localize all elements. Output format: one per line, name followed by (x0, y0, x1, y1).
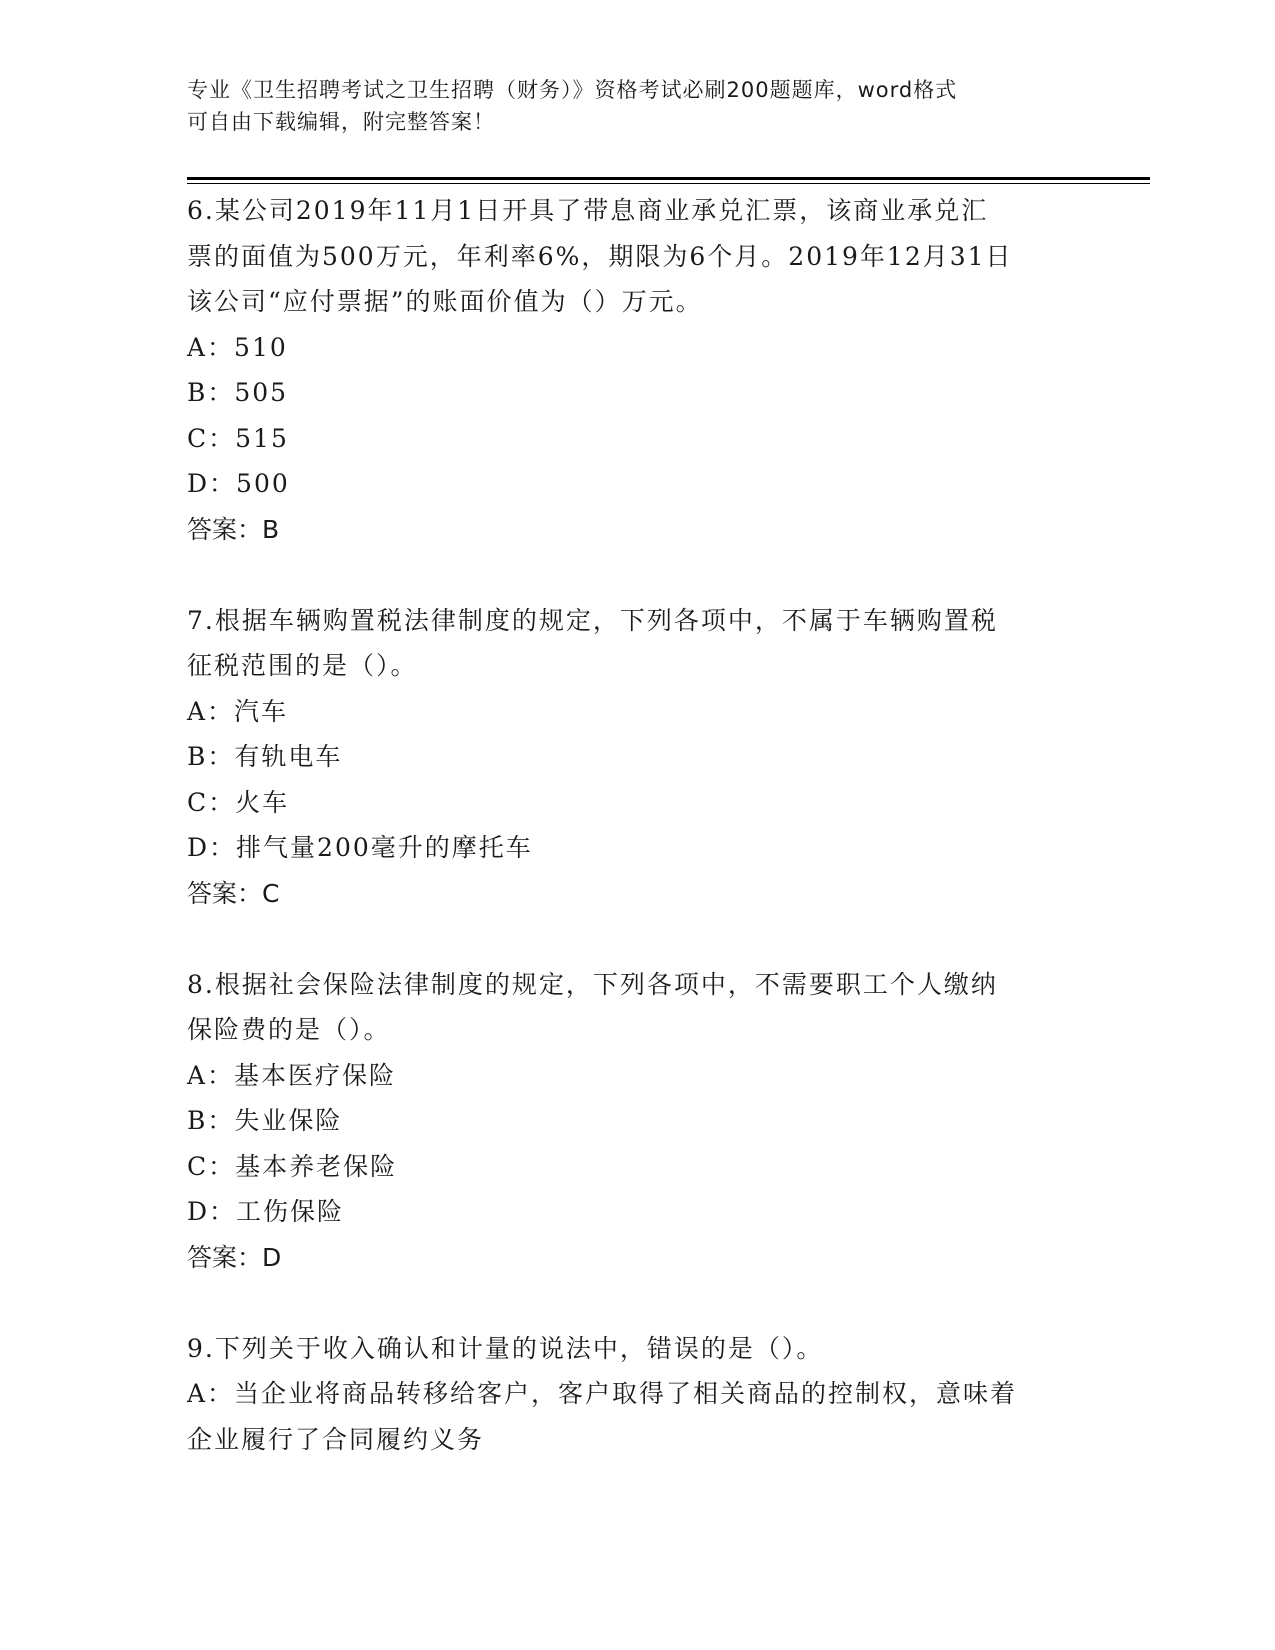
header-divider-thin (187, 183, 1150, 184)
question-text-line: 票的面值为500万元，年利率6%，期限为6个月。2019年12月31日 (187, 241, 1013, 271)
option-d: D：500 (187, 469, 290, 498)
option-c: C：基本养老保险 (187, 1151, 398, 1181)
option-c: C：火车 (187, 787, 290, 817)
answer-line: 答案：D (187, 1242, 282, 1272)
header-divider-thick (187, 177, 1150, 180)
option-c: C：515 (187, 423, 289, 453)
document-header (187, 74, 1067, 138)
question-spacer (187, 552, 1087, 598)
option-a: A：当企业将商品转移给客户，客户取得了相关商品的控制权，意味着 (187, 1379, 1018, 1408)
question-text-line: 6.某公司2019年11月1日开具了带息商业承兑汇票，该商业承兑汇 (187, 196, 989, 225)
option-b: B：505 (187, 378, 289, 407)
question-spacer (187, 916, 1087, 962)
option-d: D：排气量200毫升的摩托车 (187, 833, 533, 862)
option-b: B：失业保险 (187, 1106, 343, 1135)
question-block (187, 1326, 1087, 1463)
question-text-line: 保险费的是（）。 (187, 1015, 391, 1044)
option-a: A：汽车 (187, 696, 289, 726)
option-b: B：有轨电车 (187, 742, 343, 771)
question-list (187, 188, 1087, 1462)
question-text-line: 征税范围的是（）。 (187, 651, 418, 680)
header-line-2: 可自由下载编辑，附完整答案！ (187, 110, 495, 134)
question-block (187, 188, 1087, 552)
question-block (187, 598, 1087, 917)
question-spacer (187, 1280, 1087, 1326)
option-d: D：工伤保险 (187, 1197, 345, 1226)
question-text-line: 9.下列关于收入确认和计量的说法中，错误的是（）。 (187, 1333, 824, 1363)
question-text-line: 7.根据车辆购置税法律制度的规定，下列各项中，不属于车辆购置税 (187, 605, 998, 635)
answer-line: 答案：C (187, 878, 280, 908)
question-text-line: 该公司“应付票据”的账面价值为（）万元。 (187, 287, 703, 316)
header-line-1: 专业《卫生招聘考试之卫生招聘（财务）》资格考试必刷200题题库，word格式 (187, 78, 958, 102)
answer-line: 答案：B (187, 514, 280, 544)
question-text-line: 8.根据社会保险法律制度的规定，下列各项中，不需要职工个人缴纳 (187, 969, 998, 999)
option-a: A：510 (187, 332, 288, 362)
option-a: A：基本医疗保险 (187, 1060, 397, 1090)
question-block (187, 962, 1087, 1281)
option-a-continuation: 企业履行了合同履约义务 (187, 1424, 485, 1454)
